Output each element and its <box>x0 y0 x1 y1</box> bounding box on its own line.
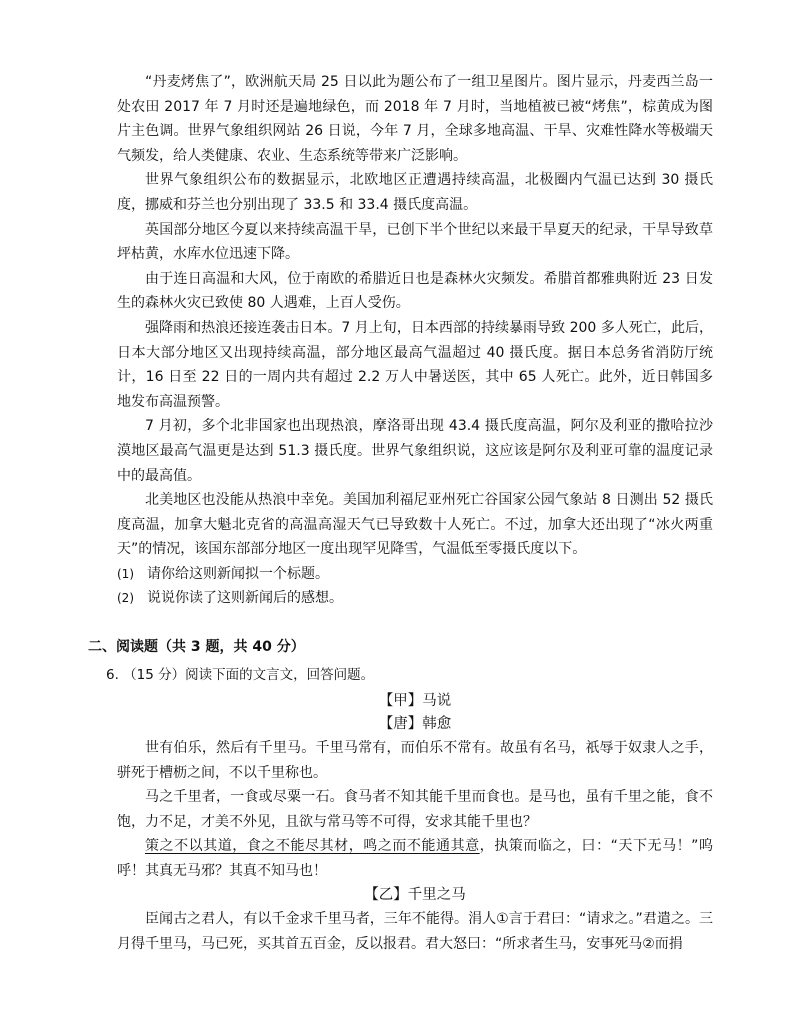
question-item <box>117 586 713 611</box>
question-number: (2) <box>117 591 134 606</box>
passage-yi <box>117 907 713 956</box>
news-paragraph: 英国部分地区今夏以来持续高温干旱，已创下半个世纪以来最干旱夏天的纪录，干旱导致草坪枯黄，水库水位迅速下降。 <box>117 221 713 263</box>
passage-yi-title: 【乙】千里之马 <box>364 887 466 903</box>
passage-paragraph: 世有伯乐，然后有千里马。千里马常有，而伯乐不常有。故虽有名马，祇辱于奴隶人之手，骈死于槽枥之间，不以千里称也。 <box>117 740 713 781</box>
passage-text: ，执策而临之，曰：“天下无马！”呜呼！其真无马邪？其真不知马也！ <box>117 838 713 879</box>
underlined-sentence: 策之不以其道，食之不能尽其材，鸣之而不能通其意 <box>145 838 480 855</box>
news-paragraph: 世界气象组织公布的数据显示，北欧地区正遭遇持续高温，北极圈内气温已达到 30 摄氏度，挪威和芬兰也分别出现了 33.5 和 33.4 摄氏度高温。 <box>117 172 713 213</box>
news-paragraph: 由于连日高温和大风，位于南欧的希腊近日也是森林火灾频发。希腊首都雅典附近 23 日发生的森林火灾已致使 80 人遇难，上百人受伤。 <box>117 270 713 312</box>
passage-jia-title: 【甲】马说 <box>378 693 452 709</box>
passage-jia <box>117 736 713 884</box>
passage-jia-author: 【唐】韩愈 <box>378 716 452 732</box>
question-text: 请你给这则新闻拟一个标题。 <box>147 565 329 582</box>
news-paragraph: “丹麦烤焦了”，欧洲航天局 25 日以此为题公布了一组卫星图片。图片显示，丹麦西兰岛一处农田 2017 年 7 月时还是遍地绿色，而 2018 年 7 月时，当地植被已被“烤焦”，棕黄成为图片主色调。世界气象组织网站 26 日说，今年 7 月，全球多地高温、干旱、灾难性降水等极端天气频发，给人类健康、农业、生态系统等带来广泛影响。 <box>117 74 713 164</box>
question-number: (1) <box>117 566 134 581</box>
question-6-prompt: 6. （15 分）阅读下面的文言文，回答问题。 <box>106 667 375 683</box>
news-paragraph: 北美地区也没能从热浪中幸免。美国加利福尼亚州死亡谷国家公园气象站 8 日测出 52 摄氏度高温，加拿大魁北克省的高温高湿天气已导致数十人死亡。不过，加拿大还出现了“冰火两重天”的情况，该国东部部分地区一度出现罕见降雪，气温低至零摄氏度以下。 <box>117 492 713 558</box>
question-item <box>117 562 713 587</box>
news-article <box>117 70 713 611</box>
section-heading: 二、阅读题（共 3 题，共 40 分） <box>88 639 305 655</box>
question-text: 说说你读了这则新闻后的感想。 <box>147 590 343 607</box>
news-paragraph: 7 月初，多个北非国家也出现热浪，摩洛哥出现 43.4 摄氏度高温，阿尔及利亚的撒哈拉沙漠地区最高气温更是达到 51.3 摄氏度。世界气象组织说，这应该是阿尔及利亚可靠的温度记录中的最高值。 <box>117 418 713 484</box>
passage-paragraph: 臣闻古之君人，有以千金求千里马者，三年不能得。涓人①言于君曰：“请求之。”君遣之。三月得千里马，马已死，买其首五百金，反以报君。君大怒曰：“所求者生马，安事死马②而捐 <box>117 911 713 952</box>
passage-paragraph <box>117 834 713 883</box>
news-paragraph: 强降雨和热浪还接连袭击日本。7 月上旬，日本西部的持续暴雨导致 200 多人死亡，此后，日本大部分地区又出现持续高温，部分地区最高气温超过 40 摄氏度。据日本总务省消防厅统计，16 日至 22 日的一周内共有超过 2.2 万人中暑送医，其中 65 人死亡。此外，近日韩国多地发布高温预警。 <box>117 319 713 410</box>
passage-paragraph: 马之千里者，一食或尽粟一石。食马者不知其能千里而食也。是马也，虽有千里之能，食不饱，力不足，才美不外见，且欲与常马等不可得，安求其能千里也？ <box>117 789 713 830</box>
